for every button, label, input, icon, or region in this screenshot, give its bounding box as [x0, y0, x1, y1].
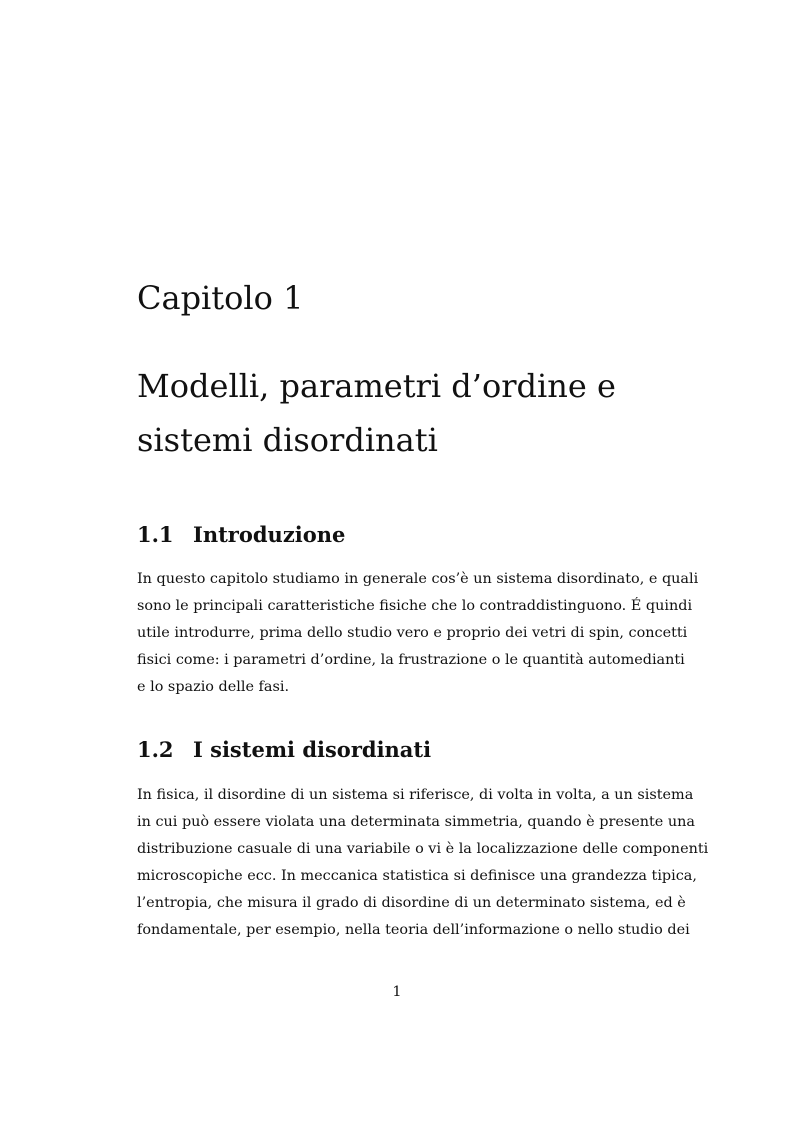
page-number: 1: [392, 984, 402, 1000]
text-line: microscopiche ecc. In meccanica statistica si definisce una grandezza tipica,: [137, 868, 697, 884]
chapter-title-line: sistemi disordinati: [137, 421, 438, 459]
section-title: Introduzione: [193, 522, 346, 547]
chapter-title-line: Modelli, parametri d’ordine e: [137, 367, 616, 405]
text-line: e lo spazio delle fasi.: [137, 679, 290, 695]
paragraph-introduzione: [137, 566, 699, 701]
section-title: I sistemi disordinati: [193, 737, 432, 762]
paragraph-sistemi-disordinati: [137, 782, 709, 944]
text-line: fondamentale, per esempio, nella teoria dell’informazione o nello studio dei: [137, 922, 690, 938]
chapter-label: Capitolo 1: [137, 279, 304, 317]
section-heading-sistemi-disordinati: [137, 736, 431, 764]
text-line: distribuzione casuale di una variabile o vi è la localizzazione delle componenti: [137, 841, 709, 857]
section-heading-introduzione: [137, 521, 345, 549]
text-line: In fisica, il disordine di un sistema si riferisce, di volta in volta, a un sistema: [137, 787, 694, 803]
text-line: sono le principali caratteristiche fisiche che lo contraddistinguono. É quindi: [137, 598, 693, 614]
text-line: l’entropia, che misura il grado di disordine di un determinato sistema, ed è: [137, 895, 686, 911]
text-line: In questo capitolo studiamo in generale cos’è un sistema disordinato, e quali: [137, 571, 699, 587]
text-line: utile introdurre, prima dello studio vero e proprio dei vetri di spin, concetti: [137, 625, 688, 641]
chapter-title: [137, 359, 677, 467]
text-line: in cui può essere violata una determinata simmetria, quando è presente una: [137, 814, 696, 830]
section-number: 1.1: [137, 522, 174, 547]
text-line: fisici come: i parametri d’ordine, la frustrazione o le quantità automedianti: [137, 652, 685, 668]
section-number: 1.2: [137, 737, 174, 762]
